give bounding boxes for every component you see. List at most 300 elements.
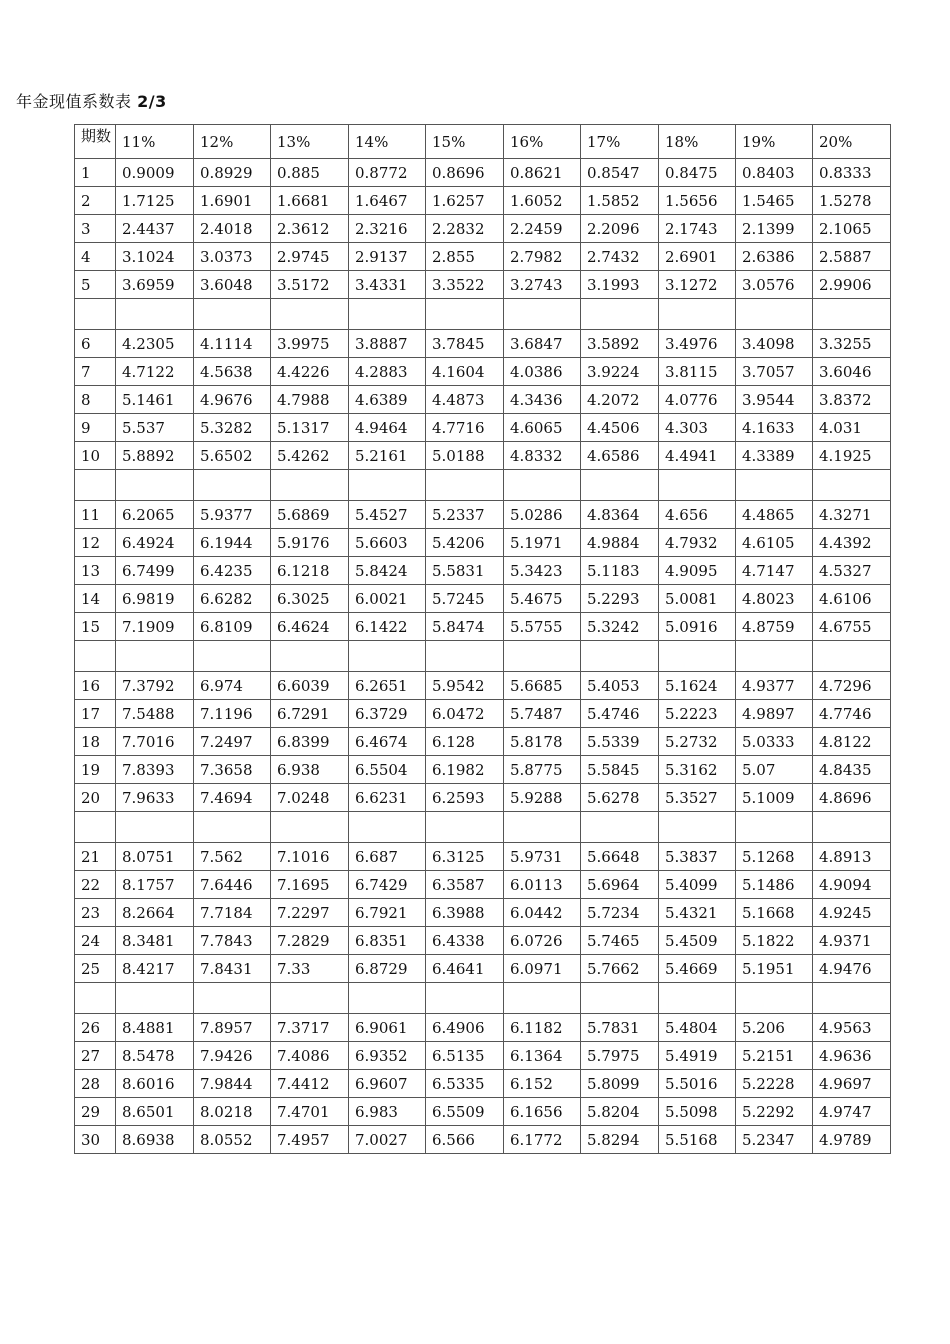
value-cell: 5.2228 bbox=[736, 1070, 813, 1098]
value-cell: 6.4624 bbox=[271, 613, 349, 641]
value-cell: 5.2337 bbox=[426, 501, 504, 529]
rate-header: 20% bbox=[813, 125, 891, 159]
value-cell: 5.8775 bbox=[504, 756, 581, 784]
value-cell: 7.562 bbox=[194, 843, 271, 871]
period-cell: 12 bbox=[75, 529, 116, 557]
value-cell: 6.974 bbox=[194, 672, 271, 700]
value-cell: 5.2151 bbox=[736, 1042, 813, 1070]
value-cell: 6.1218 bbox=[271, 557, 349, 585]
empty-cell bbox=[426, 641, 504, 672]
value-cell: 5.0286 bbox=[504, 501, 581, 529]
value-cell: 5.8474 bbox=[426, 613, 504, 641]
value-cell: 5.9542 bbox=[426, 672, 504, 700]
value-cell: 2.3612 bbox=[271, 215, 349, 243]
value-cell: 5.5339 bbox=[581, 728, 659, 756]
value-cell: 5.4746 bbox=[581, 700, 659, 728]
value-cell: 4.8023 bbox=[736, 585, 813, 613]
empty-cell bbox=[116, 299, 194, 330]
value-cell: 4.656 bbox=[659, 501, 736, 529]
value-cell: 5.7487 bbox=[504, 700, 581, 728]
rate-header: 11% bbox=[116, 125, 194, 159]
value-cell: 5.0333 bbox=[736, 728, 813, 756]
empty-cell bbox=[116, 470, 194, 501]
value-cell: 4.2305 bbox=[116, 330, 194, 358]
value-cell: 5.5845 bbox=[581, 756, 659, 784]
rate-header: 14% bbox=[349, 125, 426, 159]
value-cell: 4.031 bbox=[813, 414, 891, 442]
value-cell: 0.8696 bbox=[426, 159, 504, 187]
page-title bbox=[16, 89, 167, 112]
value-cell: 7.2297 bbox=[271, 899, 349, 927]
annuity-pv-table bbox=[74, 124, 891, 1154]
value-cell: 3.5892 bbox=[581, 330, 659, 358]
value-cell: 7.2829 bbox=[271, 927, 349, 955]
value-cell: 4.5327 bbox=[813, 557, 891, 585]
period-cell: 9 bbox=[75, 414, 116, 442]
value-cell: 0.8333 bbox=[813, 159, 891, 187]
table-row bbox=[75, 414, 891, 442]
value-cell: 2.1743 bbox=[659, 215, 736, 243]
value-cell: 1.5278 bbox=[813, 187, 891, 215]
value-cell: 6.566 bbox=[426, 1126, 504, 1154]
value-cell: 6.3025 bbox=[271, 585, 349, 613]
value-cell: 3.6048 bbox=[194, 271, 271, 299]
value-cell: 7.4086 bbox=[271, 1042, 349, 1070]
value-cell: 5.2732 bbox=[659, 728, 736, 756]
value-cell: 6.938 bbox=[271, 756, 349, 784]
value-cell: 7.7184 bbox=[194, 899, 271, 927]
value-cell: 7.8957 bbox=[194, 1014, 271, 1042]
value-cell: 7.1196 bbox=[194, 700, 271, 728]
value-cell: 5.0081 bbox=[659, 585, 736, 613]
value-cell: 6.4338 bbox=[426, 927, 504, 955]
empty-cell bbox=[504, 470, 581, 501]
value-cell: 6.2593 bbox=[426, 784, 504, 812]
empty-cell bbox=[813, 812, 891, 843]
value-cell: 5.6648 bbox=[581, 843, 659, 871]
table-row bbox=[75, 442, 891, 470]
value-cell: 5.4669 bbox=[659, 955, 736, 983]
empty-cell bbox=[349, 812, 426, 843]
value-cell: 4.3436 bbox=[504, 386, 581, 414]
period-cell: 22 bbox=[75, 871, 116, 899]
empty-cell bbox=[271, 470, 349, 501]
empty-cell bbox=[271, 641, 349, 672]
period-cell: 17 bbox=[75, 700, 116, 728]
value-cell: 6.9607 bbox=[349, 1070, 426, 1098]
empty-cell bbox=[659, 812, 736, 843]
value-cell: 6.7499 bbox=[116, 557, 194, 585]
value-cell: 5.3162 bbox=[659, 756, 736, 784]
value-cell: 5.5831 bbox=[426, 557, 504, 585]
value-cell: 8.5478 bbox=[116, 1042, 194, 1070]
period-cell: 14 bbox=[75, 585, 116, 613]
value-cell: 2.5887 bbox=[813, 243, 891, 271]
empty-cell bbox=[349, 641, 426, 672]
value-cell: 4.2072 bbox=[581, 386, 659, 414]
value-cell: 6.3587 bbox=[426, 871, 504, 899]
value-cell: 6.5504 bbox=[349, 756, 426, 784]
value-cell: 2.6386 bbox=[736, 243, 813, 271]
value-cell: 5.9288 bbox=[504, 784, 581, 812]
value-cell: 2.4018 bbox=[194, 215, 271, 243]
value-cell: 3.6046 bbox=[813, 358, 891, 386]
empty-cell bbox=[659, 470, 736, 501]
empty-cell bbox=[581, 983, 659, 1014]
value-cell: 6.8351 bbox=[349, 927, 426, 955]
value-cell: 4.4506 bbox=[581, 414, 659, 442]
value-cell: 3.1993 bbox=[581, 271, 659, 299]
value-cell: 4.9464 bbox=[349, 414, 426, 442]
value-cell: 5.4321 bbox=[659, 899, 736, 927]
empty-cell bbox=[581, 812, 659, 843]
empty-cell bbox=[736, 812, 813, 843]
value-cell: 6.9819 bbox=[116, 585, 194, 613]
value-cell: 4.9789 bbox=[813, 1126, 891, 1154]
value-cell: 7.3658 bbox=[194, 756, 271, 784]
value-cell: 2.2096 bbox=[581, 215, 659, 243]
empty-cell bbox=[194, 470, 271, 501]
value-cell: 6.1364 bbox=[504, 1042, 581, 1070]
value-cell: 0.8929 bbox=[194, 159, 271, 187]
table-row bbox=[75, 330, 891, 358]
value-cell: 8.0552 bbox=[194, 1126, 271, 1154]
value-cell: 5.8099 bbox=[581, 1070, 659, 1098]
value-cell: 7.4701 bbox=[271, 1098, 349, 1126]
period-cell: 24 bbox=[75, 927, 116, 955]
value-cell: 4.303 bbox=[659, 414, 736, 442]
empty-cell bbox=[271, 983, 349, 1014]
value-cell: 5.7465 bbox=[581, 927, 659, 955]
period-header: 期数 bbox=[75, 125, 116, 159]
value-cell: 4.1604 bbox=[426, 358, 504, 386]
empty-cell bbox=[75, 470, 116, 501]
value-cell: 3.4976 bbox=[659, 330, 736, 358]
value-cell: 2.2832 bbox=[426, 215, 504, 243]
value-cell: 4.8364 bbox=[581, 501, 659, 529]
value-cell: 5.7831 bbox=[581, 1014, 659, 1042]
value-cell: 5.1009 bbox=[736, 784, 813, 812]
value-cell: 4.9676 bbox=[194, 386, 271, 414]
empty-cell bbox=[194, 983, 271, 1014]
period-cell: 6 bbox=[75, 330, 116, 358]
value-cell: 5.07 bbox=[736, 756, 813, 784]
spacer-row bbox=[75, 470, 891, 501]
value-cell: 0.8621 bbox=[504, 159, 581, 187]
value-cell: 6.0113 bbox=[504, 871, 581, 899]
value-cell: 0.8772 bbox=[349, 159, 426, 187]
value-cell: 4.7147 bbox=[736, 557, 813, 585]
value-cell: 5.1971 bbox=[504, 529, 581, 557]
empty-cell bbox=[349, 983, 426, 1014]
table-row bbox=[75, 585, 891, 613]
value-cell: 2.7982 bbox=[504, 243, 581, 271]
value-cell: 5.6685 bbox=[504, 672, 581, 700]
period-cell: 16 bbox=[75, 672, 116, 700]
value-cell: 2.7432 bbox=[581, 243, 659, 271]
value-cell: 5.9731 bbox=[504, 843, 581, 871]
value-cell: 1.6257 bbox=[426, 187, 504, 215]
value-cell: 4.8913 bbox=[813, 843, 891, 871]
period-cell: 15 bbox=[75, 613, 116, 641]
empty-cell bbox=[659, 641, 736, 672]
period-cell: 29 bbox=[75, 1098, 116, 1126]
value-cell: 5.2161 bbox=[349, 442, 426, 470]
value-cell: 4.9884 bbox=[581, 529, 659, 557]
value-cell: 6.152 bbox=[504, 1070, 581, 1098]
empty-cell bbox=[504, 812, 581, 843]
value-cell: 3.0373 bbox=[194, 243, 271, 271]
value-cell: 5.6603 bbox=[349, 529, 426, 557]
value-cell: 8.0751 bbox=[116, 843, 194, 871]
value-cell: 4.8332 bbox=[504, 442, 581, 470]
value-cell: 5.0188 bbox=[426, 442, 504, 470]
table-row bbox=[75, 557, 891, 585]
value-cell: 6.4674 bbox=[349, 728, 426, 756]
value-cell: 6.687 bbox=[349, 843, 426, 871]
value-cell: 5.4509 bbox=[659, 927, 736, 955]
table-row bbox=[75, 1042, 891, 1070]
empty-cell bbox=[194, 641, 271, 672]
period-cell: 28 bbox=[75, 1070, 116, 1098]
empty-cell bbox=[75, 812, 116, 843]
table-row bbox=[75, 784, 891, 812]
value-cell: 4.4865 bbox=[736, 501, 813, 529]
value-cell: 6.8729 bbox=[349, 955, 426, 983]
value-cell: 4.9245 bbox=[813, 899, 891, 927]
value-cell: 0.8403 bbox=[736, 159, 813, 187]
value-cell: 4.4226 bbox=[271, 358, 349, 386]
period-cell: 5 bbox=[75, 271, 116, 299]
value-cell: 4.9697 bbox=[813, 1070, 891, 1098]
table-row bbox=[75, 187, 891, 215]
table-row bbox=[75, 871, 891, 899]
table-body bbox=[75, 125, 891, 1154]
value-cell: 4.8759 bbox=[736, 613, 813, 641]
table-row bbox=[75, 386, 891, 414]
value-cell: 4.7746 bbox=[813, 700, 891, 728]
empty-cell bbox=[504, 641, 581, 672]
value-cell: 4.6755 bbox=[813, 613, 891, 641]
value-cell: 5.3242 bbox=[581, 613, 659, 641]
period-cell: 10 bbox=[75, 442, 116, 470]
empty-cell bbox=[504, 983, 581, 1014]
value-cell: 3.3255 bbox=[813, 330, 891, 358]
empty-cell bbox=[426, 299, 504, 330]
value-cell: 4.3271 bbox=[813, 501, 891, 529]
value-cell: 5.8424 bbox=[349, 557, 426, 585]
value-cell: 6.3729 bbox=[349, 700, 426, 728]
value-cell: 8.1757 bbox=[116, 871, 194, 899]
value-cell: 5.8294 bbox=[581, 1126, 659, 1154]
value-cell: 7.2497 bbox=[194, 728, 271, 756]
header-row bbox=[75, 125, 891, 159]
value-cell: 1.5852 bbox=[581, 187, 659, 215]
empty-cell bbox=[349, 299, 426, 330]
empty-cell bbox=[426, 812, 504, 843]
value-cell: 4.9636 bbox=[813, 1042, 891, 1070]
value-cell: 6.0726 bbox=[504, 927, 581, 955]
empty-cell bbox=[581, 641, 659, 672]
value-cell: 5.8204 bbox=[581, 1098, 659, 1126]
value-cell: 5.1951 bbox=[736, 955, 813, 983]
empty-cell bbox=[116, 812, 194, 843]
value-cell: 4.7716 bbox=[426, 414, 504, 442]
value-cell: 7.4694 bbox=[194, 784, 271, 812]
value-cell: 2.6901 bbox=[659, 243, 736, 271]
value-cell: 5.6278 bbox=[581, 784, 659, 812]
value-cell: 3.2743 bbox=[504, 271, 581, 299]
value-cell: 5.7662 bbox=[581, 955, 659, 983]
value-cell: 5.3527 bbox=[659, 784, 736, 812]
value-cell: 1.7125 bbox=[116, 187, 194, 215]
value-cell: 1.6901 bbox=[194, 187, 271, 215]
value-cell: 6.5135 bbox=[426, 1042, 504, 1070]
value-cell: 4.5638 bbox=[194, 358, 271, 386]
value-cell: 6.4235 bbox=[194, 557, 271, 585]
empty-cell bbox=[271, 812, 349, 843]
value-cell: 5.7975 bbox=[581, 1042, 659, 1070]
value-cell: 4.8122 bbox=[813, 728, 891, 756]
table-row bbox=[75, 1070, 891, 1098]
value-cell: 5.4053 bbox=[581, 672, 659, 700]
value-cell: 4.3389 bbox=[736, 442, 813, 470]
table-row bbox=[75, 899, 891, 927]
value-cell: 5.6869 bbox=[271, 501, 349, 529]
value-cell: 5.1624 bbox=[659, 672, 736, 700]
period-cell: 23 bbox=[75, 899, 116, 927]
value-cell: 6.4906 bbox=[426, 1014, 504, 1042]
value-cell: 5.3423 bbox=[504, 557, 581, 585]
value-cell: 4.6106 bbox=[813, 585, 891, 613]
value-cell: 4.9897 bbox=[736, 700, 813, 728]
value-cell: 2.3216 bbox=[349, 215, 426, 243]
rate-header: 18% bbox=[659, 125, 736, 159]
value-cell: 4.8435 bbox=[813, 756, 891, 784]
value-cell: 3.6959 bbox=[116, 271, 194, 299]
period-cell: 4 bbox=[75, 243, 116, 271]
value-cell: 4.7988 bbox=[271, 386, 349, 414]
value-cell: 5.2223 bbox=[659, 700, 736, 728]
period-cell: 20 bbox=[75, 784, 116, 812]
value-cell: 4.6389 bbox=[349, 386, 426, 414]
value-cell: 7.9844 bbox=[194, 1070, 271, 1098]
value-cell: 7.9633 bbox=[116, 784, 194, 812]
value-cell: 6.6231 bbox=[349, 784, 426, 812]
value-cell: 4.7296 bbox=[813, 672, 891, 700]
value-cell: 6.5509 bbox=[426, 1098, 504, 1126]
value-cell: 8.0218 bbox=[194, 1098, 271, 1126]
value-cell: 4.0386 bbox=[504, 358, 581, 386]
period-cell: 19 bbox=[75, 756, 116, 784]
value-cell: 6.9352 bbox=[349, 1042, 426, 1070]
value-cell: 6.0472 bbox=[426, 700, 504, 728]
value-cell: 3.9975 bbox=[271, 330, 349, 358]
empty-cell bbox=[271, 299, 349, 330]
value-cell: 5.8178 bbox=[504, 728, 581, 756]
value-cell: 4.1925 bbox=[813, 442, 891, 470]
value-cell: 3.4098 bbox=[736, 330, 813, 358]
value-cell: 4.7122 bbox=[116, 358, 194, 386]
spacer-row bbox=[75, 983, 891, 1014]
value-cell: 6.4924 bbox=[116, 529, 194, 557]
value-cell: 6.5335 bbox=[426, 1070, 504, 1098]
value-cell: 3.5172 bbox=[271, 271, 349, 299]
value-cell: 3.8115 bbox=[659, 358, 736, 386]
value-cell: 6.3988 bbox=[426, 899, 504, 927]
value-cell: 3.9224 bbox=[581, 358, 659, 386]
value-cell: 7.0248 bbox=[271, 784, 349, 812]
value-cell: 0.8547 bbox=[581, 159, 659, 187]
value-cell: 6.0442 bbox=[504, 899, 581, 927]
value-cell: 6.7429 bbox=[349, 871, 426, 899]
value-cell: 5.9176 bbox=[271, 529, 349, 557]
table-row bbox=[75, 529, 891, 557]
page-indicator: 2/3 bbox=[137, 92, 167, 111]
value-cell: 5.4206 bbox=[426, 529, 504, 557]
value-cell: 5.9377 bbox=[194, 501, 271, 529]
value-cell: 3.1024 bbox=[116, 243, 194, 271]
value-cell: 5.1822 bbox=[736, 927, 813, 955]
value-cell: 3.7845 bbox=[426, 330, 504, 358]
table-row bbox=[75, 1014, 891, 1042]
rate-header: 15% bbox=[426, 125, 504, 159]
value-cell: 3.8887 bbox=[349, 330, 426, 358]
value-cell: 4.9747 bbox=[813, 1098, 891, 1126]
value-cell: 7.3717 bbox=[271, 1014, 349, 1042]
period-cell: 26 bbox=[75, 1014, 116, 1042]
value-cell: 4.8696 bbox=[813, 784, 891, 812]
value-cell: 6.2651 bbox=[349, 672, 426, 700]
table-row bbox=[75, 613, 891, 641]
value-cell: 2.9906 bbox=[813, 271, 891, 299]
value-cell: 4.9371 bbox=[813, 927, 891, 955]
value-cell: 6.1422 bbox=[349, 613, 426, 641]
period-cell: 25 bbox=[75, 955, 116, 983]
value-cell: 5.2347 bbox=[736, 1126, 813, 1154]
empty-cell bbox=[194, 299, 271, 330]
empty-cell bbox=[116, 641, 194, 672]
value-cell: 4.2883 bbox=[349, 358, 426, 386]
empty-cell bbox=[581, 470, 659, 501]
value-cell: 3.1272 bbox=[659, 271, 736, 299]
empty-cell bbox=[116, 983, 194, 1014]
value-cell: 4.6065 bbox=[504, 414, 581, 442]
value-cell: 6.128 bbox=[426, 728, 504, 756]
period-cell: 7 bbox=[75, 358, 116, 386]
value-cell: 0.885 bbox=[271, 159, 349, 187]
value-cell: 6.1656 bbox=[504, 1098, 581, 1126]
value-cell: 7.1695 bbox=[271, 871, 349, 899]
empty-cell bbox=[426, 470, 504, 501]
value-cell: 5.3282 bbox=[194, 414, 271, 442]
value-cell: 6.7291 bbox=[271, 700, 349, 728]
period-cell: 30 bbox=[75, 1126, 116, 1154]
value-cell: 4.9095 bbox=[659, 557, 736, 585]
empty-cell bbox=[75, 641, 116, 672]
value-cell: 3.0576 bbox=[736, 271, 813, 299]
value-cell: 3.4331 bbox=[349, 271, 426, 299]
value-cell: 5.2293 bbox=[581, 585, 659, 613]
title-text: 年金现值系数表 bbox=[16, 92, 132, 111]
value-cell: 6.983 bbox=[349, 1098, 426, 1126]
period-cell: 3 bbox=[75, 215, 116, 243]
value-cell: 5.1183 bbox=[581, 557, 659, 585]
empty-cell bbox=[813, 299, 891, 330]
value-cell: 2.1065 bbox=[813, 215, 891, 243]
empty-cell bbox=[659, 299, 736, 330]
value-cell: 6.1182 bbox=[504, 1014, 581, 1042]
